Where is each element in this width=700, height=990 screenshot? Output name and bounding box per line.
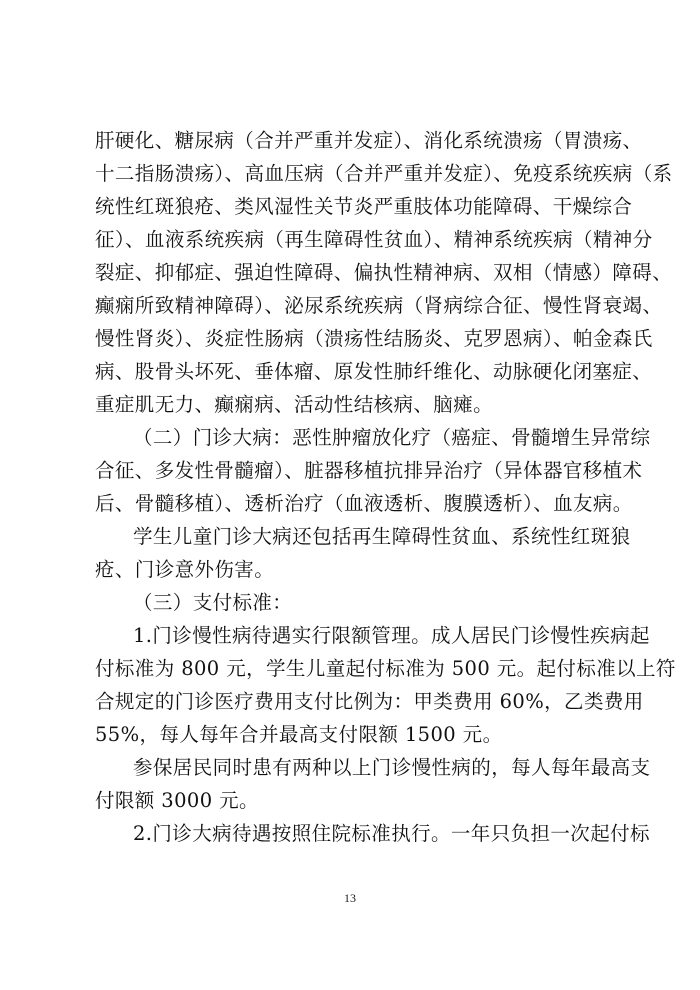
text-line: 合征、多发性骨髓瘤）、脏器移植抗排异治疗（异体器官移植术 bbox=[95, 459, 643, 482]
text-line: 疮、门诊意外伤害。 bbox=[95, 558, 275, 581]
text-line: 参保居民同时患有两种以上门诊慢性病的，每人每年最高支 bbox=[133, 756, 651, 779]
text-line: 付限额 3000 元。 bbox=[95, 789, 259, 812]
text-line: 付标准为 800 元，学生儿童起付标准为 500 元。起付标准以上符 bbox=[95, 657, 676, 680]
text-line: 十二指肠溃疡）、高血压病（合并严重并发症）、免疫系统疾病（系 bbox=[95, 162, 673, 185]
text-line: 病、股骨头坏死、垂体瘤、原发性肺纤维化、动脉硬化闭塞症、 bbox=[95, 360, 653, 383]
text-line: 合规定的门诊医疗费用支付比例为：甲类费用 60%，乙类费用 bbox=[95, 690, 644, 713]
section-heading-payment-standard: （三）支付标准： bbox=[133, 591, 293, 614]
text-line: 癫痫所致精神障碍）、泌尿系统疾病（肾病综合征、慢性肾衰竭、 bbox=[95, 294, 663, 317]
body-text bbox=[95, 124, 676, 850]
text-line: 慢性肾炎）、炎症性肠病（溃疡性结肠炎、克罗恩病）、帕金森氏 bbox=[95, 327, 653, 350]
text-line: 统性红斑狼疮、类风湿性关节炎严重肢体功能障碍、干燥综合 bbox=[95, 195, 633, 218]
text-line: 55%，每人每年合并最高支付限额 1500 元。 bbox=[95, 723, 503, 746]
text-line: 重症肌无力、癫痫病、活动性结核病、脑瘫。 bbox=[95, 393, 494, 416]
text-line: 裂症、抑郁症、强迫性障碍、偏执性精神病、双相（情感）障碍、 bbox=[95, 261, 673, 284]
section-heading-outpatient-major-illness: （二）门诊大病：恶性肿瘤放化疗（癌症、骨髓增生异常综 bbox=[133, 426, 651, 449]
text-line: 2.门诊大病待遇按照住院标准执行。一年只负担一次起付标 bbox=[133, 822, 650, 845]
page-number: 13 bbox=[344, 891, 356, 905]
text-line: 1.门诊慢性病待遇实行限额管理。成人居民门诊慢性疾病起 bbox=[133, 624, 650, 647]
text-line: 后、骨髓移植）、透析治疗（血液透析、腹膜透析）、血友病。 bbox=[95, 492, 633, 515]
text-line: 学生儿童门诊大病还包括再生障碍性贫血、系统性红斑狼 bbox=[133, 525, 631, 548]
text-line: 征）、血液系统疾病（再生障碍性贫血）、精神系统疾病（精神分 bbox=[95, 228, 653, 251]
text-line: 肝硬化、糖尿病（合并严重并发症）、消化系统溃疡（胃溃疡、 bbox=[95, 129, 643, 152]
